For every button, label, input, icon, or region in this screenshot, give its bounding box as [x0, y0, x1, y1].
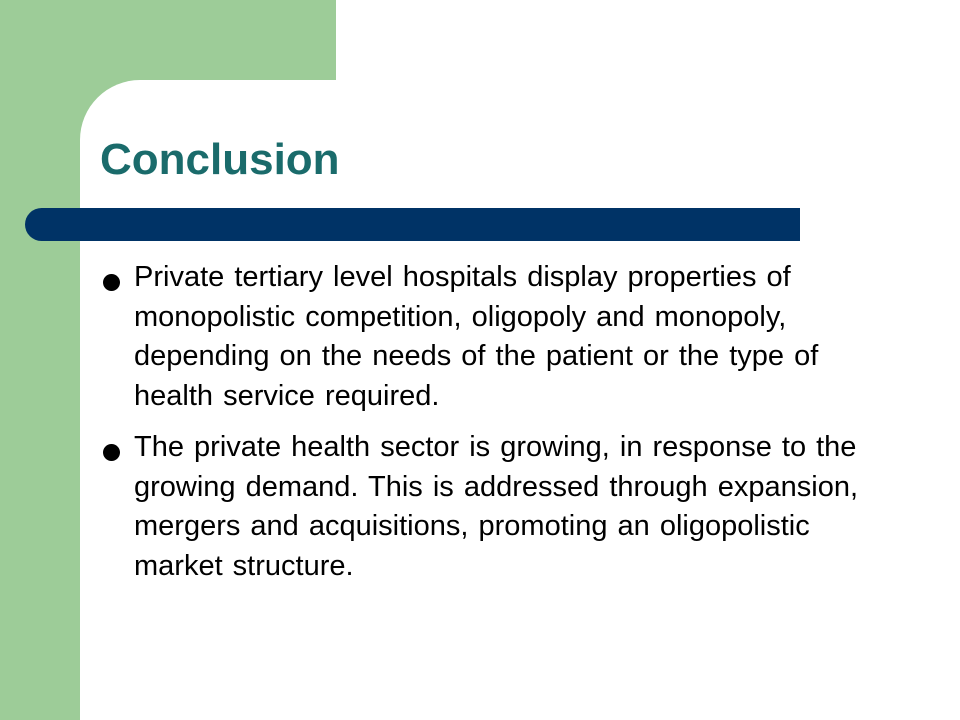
title-underline-bar — [25, 208, 800, 241]
bullet-item — [100, 258, 860, 416]
bullet-dot-icon — [103, 444, 120, 461]
bullet-item — [100, 428, 860, 586]
bullet-text: Private tertiary level hospitals display properties of monopolistic competition, oligopoly and monopoly, depending on the needs of the patient or the type of health service required. — [134, 261, 819, 412]
bullet-dot-icon — [103, 274, 120, 291]
bullet-list — [100, 258, 860, 598]
slide-title: Conclusion — [100, 135, 340, 184]
bullet-text: The private health sector is growing, in response to the growing demand. This is addressed through expansion, mergers and acquisitions, promoting an oligopolistic market structure. — [134, 431, 859, 582]
